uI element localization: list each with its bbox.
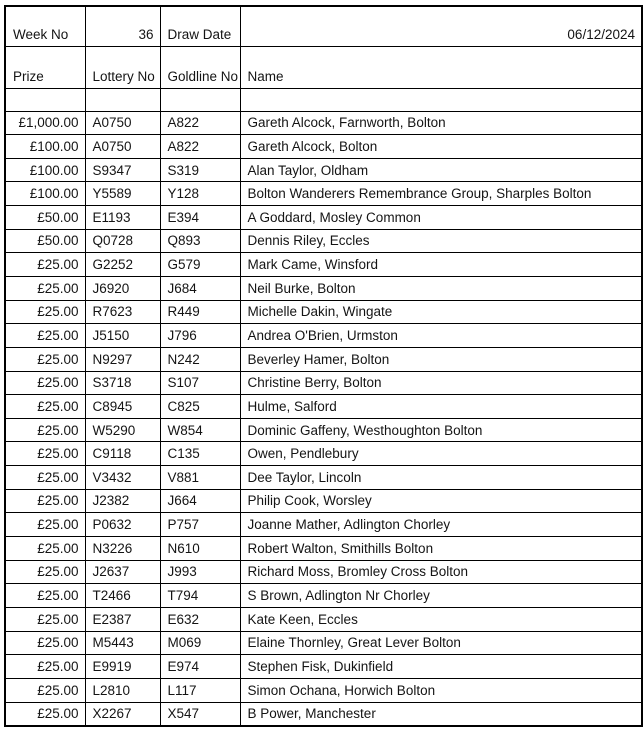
winner-row bbox=[5, 276, 642, 300]
lottery-no-cell: C8945 bbox=[85, 395, 160, 419]
winner-row bbox=[5, 253, 642, 277]
winner-row bbox=[5, 324, 642, 348]
goldline-no-cell: J684 bbox=[160, 276, 240, 300]
lottery-no-cell: A0750 bbox=[85, 111, 160, 135]
week-no-label: Week No bbox=[5, 6, 85, 46]
winner-row bbox=[5, 371, 642, 395]
lottery-no-cell: G2252 bbox=[85, 253, 160, 277]
lottery-results-table bbox=[4, 5, 643, 727]
name-cell: Michelle Dakin, Wingate bbox=[240, 300, 642, 324]
goldline-no-cell: G579 bbox=[160, 253, 240, 277]
name-cell: Kate Keen, Eccles bbox=[240, 607, 642, 631]
name-cell: B Power, Manchester bbox=[240, 702, 642, 726]
name-cell: Andrea O'Brien, Urmston bbox=[240, 324, 642, 348]
name-cell: Philip Cook, Worsley bbox=[240, 489, 642, 513]
winner-row bbox=[5, 631, 642, 655]
prize-cell: £25.00 bbox=[5, 395, 85, 419]
winners-body bbox=[5, 111, 642, 726]
winner-row bbox=[5, 395, 642, 419]
goldline-no-cell: J993 bbox=[160, 560, 240, 584]
winner-row bbox=[5, 702, 642, 726]
column-header-row bbox=[5, 46, 642, 88]
winner-row bbox=[5, 158, 642, 182]
header-rows bbox=[5, 6, 642, 111]
lottery-no-cell: C9118 bbox=[85, 442, 160, 466]
lottery-no-cell: S9347 bbox=[85, 158, 160, 182]
name-cell: S Brown, Adlington Nr Chorley bbox=[240, 584, 642, 608]
name-cell: Mark Came, Winsford bbox=[240, 253, 642, 277]
spacer-row bbox=[5, 88, 642, 111]
lottery-no-cell: M5443 bbox=[85, 631, 160, 655]
lottery-no-cell: N9297 bbox=[85, 347, 160, 371]
winner-row bbox=[5, 466, 642, 490]
goldline-no-cell: N242 bbox=[160, 347, 240, 371]
name-cell: Richard Moss, Bromley Cross Bolton bbox=[240, 560, 642, 584]
winner-row bbox=[5, 560, 642, 584]
prize-cell: £50.00 bbox=[5, 206, 85, 230]
prize-cell: £25.00 bbox=[5, 300, 85, 324]
winner-row bbox=[5, 182, 642, 206]
prize-cell: £25.00 bbox=[5, 442, 85, 466]
prize-cell: £100.00 bbox=[5, 158, 85, 182]
winner-row bbox=[5, 678, 642, 702]
prize-cell: £50.00 bbox=[5, 229, 85, 253]
lottery-no-cell: L2810 bbox=[85, 678, 160, 702]
goldline-no-cell: S107 bbox=[160, 371, 240, 395]
goldline-no-cell: M069 bbox=[160, 631, 240, 655]
lottery-no-cell: E2387 bbox=[85, 607, 160, 631]
prize-cell: £1,000.00 bbox=[5, 111, 85, 135]
name-column-header: Name bbox=[240, 46, 642, 88]
name-cell: Bolton Wanderers Remembrance Group, Sharples Bolton bbox=[240, 182, 642, 206]
week-row bbox=[5, 6, 642, 46]
goldline-no-cell: W854 bbox=[160, 418, 240, 442]
name-cell: Dominic Gaffeny, Westhoughton Bolton bbox=[240, 418, 642, 442]
goldline-no-cell: V881 bbox=[160, 466, 240, 490]
goldline-no-cell: E394 bbox=[160, 206, 240, 230]
name-cell: Beverley Hamer, Bolton bbox=[240, 347, 642, 371]
prize-cell: £25.00 bbox=[5, 489, 85, 513]
lottery-no-cell: V3432 bbox=[85, 466, 160, 490]
prize-cell: £25.00 bbox=[5, 276, 85, 300]
lottery-no-cell: P0632 bbox=[85, 513, 160, 537]
lottery-no-cell: S3718 bbox=[85, 371, 160, 395]
lottery-no-cell: T2466 bbox=[85, 584, 160, 608]
name-cell: Alan Taylor, Oldham bbox=[240, 158, 642, 182]
name-cell: A Goddard, Mosley Common bbox=[240, 206, 642, 230]
name-cell: Christine Berry, Bolton bbox=[240, 371, 642, 395]
goldline-no-cell: J796 bbox=[160, 324, 240, 348]
goldline-no-cell: S319 bbox=[160, 158, 240, 182]
empty-cell bbox=[5, 88, 85, 111]
name-cell: Simon Ochana, Horwich Bolton bbox=[240, 678, 642, 702]
goldline-no-cell: E974 bbox=[160, 655, 240, 679]
goldline-no-cell: J664 bbox=[160, 489, 240, 513]
lottery-no-cell: J5150 bbox=[85, 324, 160, 348]
prize-cell: £25.00 bbox=[5, 347, 85, 371]
lottery-no-cell: R7623 bbox=[85, 300, 160, 324]
name-cell: Elaine Thornley, Great Lever Bolton bbox=[240, 631, 642, 655]
prize-cell: £25.00 bbox=[5, 655, 85, 679]
prize-cell: £25.00 bbox=[5, 466, 85, 490]
prize-cell: £25.00 bbox=[5, 584, 85, 608]
name-cell: Stephen Fisk, Dukinfield bbox=[240, 655, 642, 679]
week-no-value: 36 bbox=[85, 6, 160, 46]
goldline-no-cell: C825 bbox=[160, 395, 240, 419]
prize-cell: £25.00 bbox=[5, 607, 85, 631]
name-cell: Gareth Alcock, Bolton bbox=[240, 135, 642, 159]
prize-cell: £100.00 bbox=[5, 182, 85, 206]
winner-row bbox=[5, 111, 642, 135]
lottery-no-cell: X2267 bbox=[85, 702, 160, 726]
winner-row bbox=[5, 229, 642, 253]
lottery-no-cell: J2382 bbox=[85, 489, 160, 513]
winner-row bbox=[5, 584, 642, 608]
goldline-no-cell: L117 bbox=[160, 678, 240, 702]
winner-row bbox=[5, 418, 642, 442]
goldline-no-cell: A822 bbox=[160, 135, 240, 159]
winner-row bbox=[5, 489, 642, 513]
winner-row bbox=[5, 655, 642, 679]
name-cell: Joanne Mather, Adlington Chorley bbox=[240, 513, 642, 537]
goldline-no-cell: T794 bbox=[160, 584, 240, 608]
prize-cell: £100.00 bbox=[5, 135, 85, 159]
prize-cell: £25.00 bbox=[5, 631, 85, 655]
prize-cell: £25.00 bbox=[5, 702, 85, 726]
prize-cell: £25.00 bbox=[5, 560, 85, 584]
lottery-no-cell: E1193 bbox=[85, 206, 160, 230]
prize-column-header: Prize bbox=[5, 46, 85, 88]
lottery-no-column-header: Lottery No bbox=[85, 46, 160, 88]
prize-cell: £25.00 bbox=[5, 537, 85, 561]
prize-cell: £25.00 bbox=[5, 513, 85, 537]
winner-row bbox=[5, 513, 642, 537]
winner-row bbox=[5, 607, 642, 631]
name-cell: Robert Walton, Smithills Bolton bbox=[240, 537, 642, 561]
draw-date-label: Draw Date bbox=[160, 6, 240, 46]
name-cell: Dee Taylor, Lincoln bbox=[240, 466, 642, 490]
name-cell: Neil Burke, Bolton bbox=[240, 276, 642, 300]
goldline-no-cell: P757 bbox=[160, 513, 240, 537]
prize-cell: £25.00 bbox=[5, 253, 85, 277]
winner-row bbox=[5, 206, 642, 230]
goldline-no-cell: R449 bbox=[160, 300, 240, 324]
winner-row bbox=[5, 537, 642, 561]
prize-cell: £25.00 bbox=[5, 418, 85, 442]
name-cell: Dennis Riley, Eccles bbox=[240, 229, 642, 253]
winner-row bbox=[5, 300, 642, 324]
lottery-no-cell: J2637 bbox=[85, 560, 160, 584]
goldline-no-cell: Y128 bbox=[160, 182, 240, 206]
empty-cell bbox=[160, 88, 240, 111]
name-cell: Owen, Pendlebury bbox=[240, 442, 642, 466]
prize-cell: £25.00 bbox=[5, 678, 85, 702]
lottery-no-cell: N3226 bbox=[85, 537, 160, 561]
goldline-no-cell: A822 bbox=[160, 111, 240, 135]
winner-row bbox=[5, 135, 642, 159]
goldline-no-cell: X547 bbox=[160, 702, 240, 726]
goldline-no-column-header: Goldline No bbox=[160, 46, 240, 88]
lottery-no-cell: Q0728 bbox=[85, 229, 160, 253]
goldline-no-cell: C135 bbox=[160, 442, 240, 466]
goldline-no-cell: N610 bbox=[160, 537, 240, 561]
lottery-no-cell: W5290 bbox=[85, 418, 160, 442]
lottery-no-cell: E9919 bbox=[85, 655, 160, 679]
lottery-no-cell: A0750 bbox=[85, 135, 160, 159]
winner-row bbox=[5, 347, 642, 371]
winner-row bbox=[5, 442, 642, 466]
goldline-no-cell: E632 bbox=[160, 607, 240, 631]
name-cell: Hulme, Salford bbox=[240, 395, 642, 419]
empty-cell bbox=[85, 88, 160, 111]
lottery-no-cell: J6920 bbox=[85, 276, 160, 300]
prize-cell: £25.00 bbox=[5, 324, 85, 348]
name-cell: Gareth Alcock, Farnworth, Bolton bbox=[240, 111, 642, 135]
lottery-no-cell: Y5589 bbox=[85, 182, 160, 206]
prize-cell: £25.00 bbox=[5, 371, 85, 395]
goldline-no-cell: Q893 bbox=[160, 229, 240, 253]
draw-date-value: 06/12/2024 bbox=[240, 6, 642, 46]
empty-cell bbox=[240, 88, 642, 111]
